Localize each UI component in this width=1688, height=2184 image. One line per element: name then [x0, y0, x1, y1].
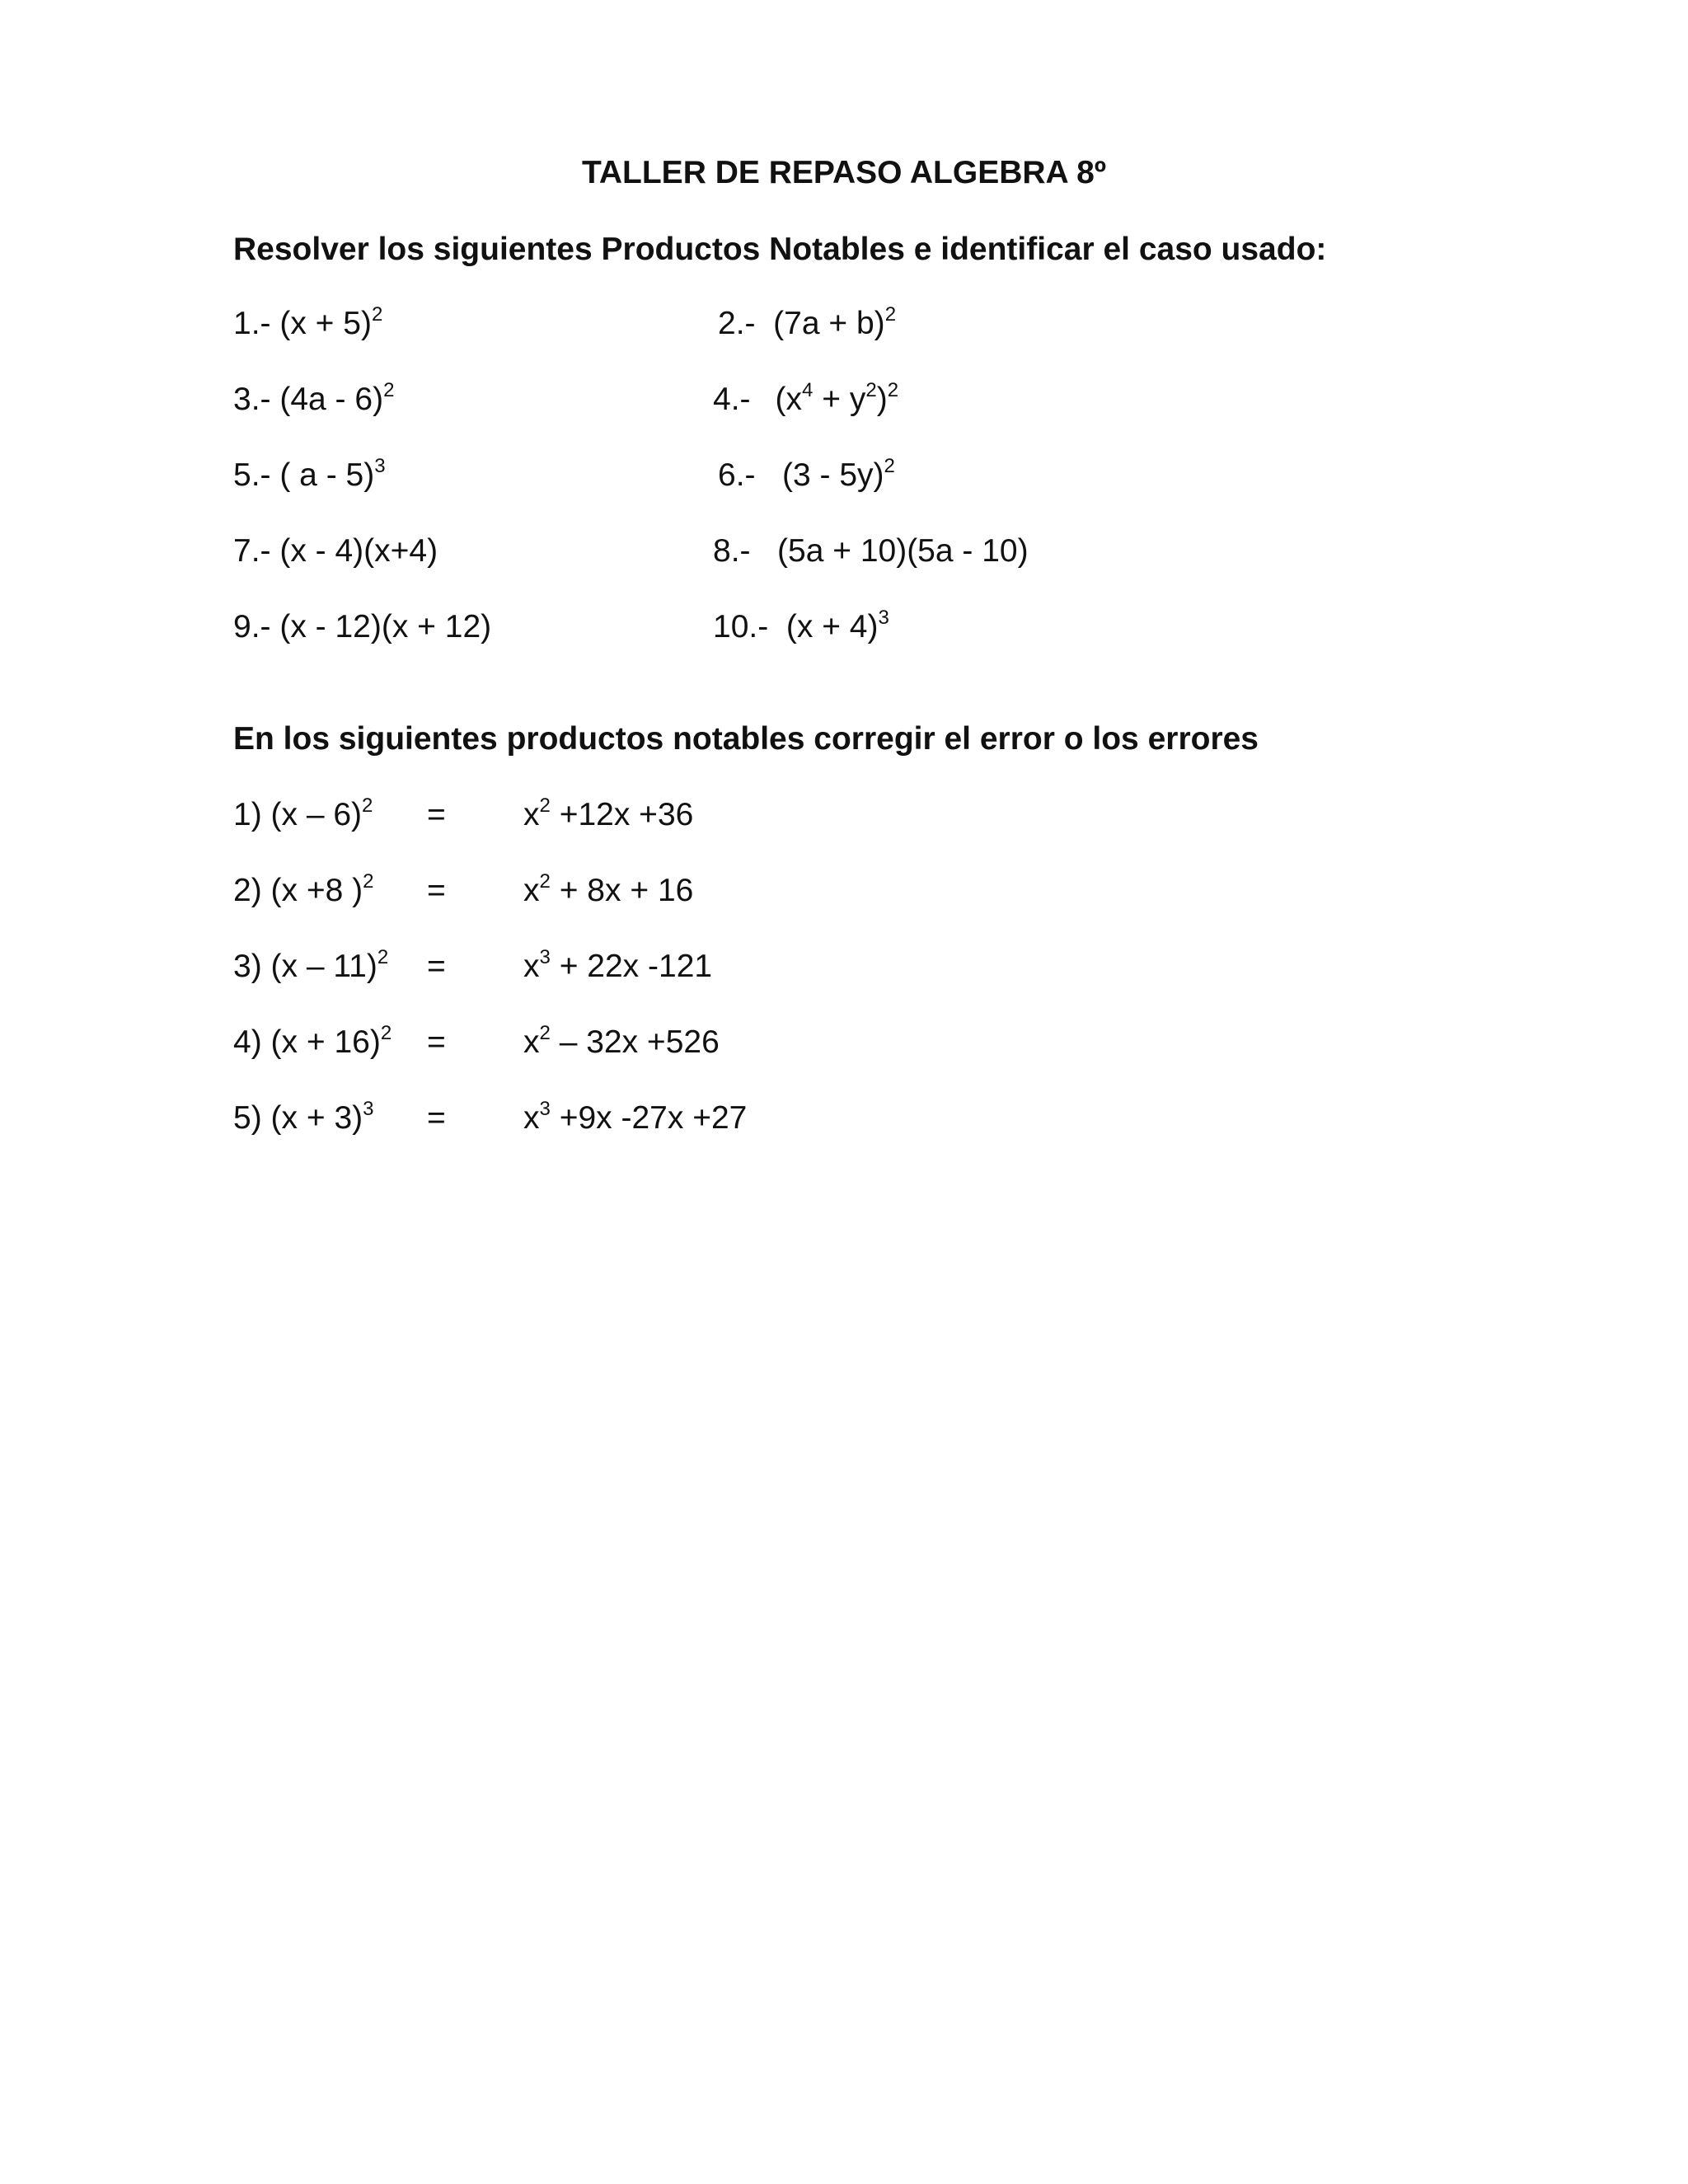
- correction-2-lhs: 2) (x +8 )$^2$: [233, 870, 374, 908]
- correction-4-equals: =: [427, 1024, 446, 1060]
- correction-2-equals: =: [427, 873, 446, 908]
- correction-1-equals: =: [427, 797, 446, 832]
- correction-5-lhs: 5) $(x + 3)^3$: [233, 1098, 374, 1136]
- page-title: TALLER DE REPASO ALGEBRA 8º: [581, 155, 1107, 190]
- exercise-3: 3.- (4a - 6)$^2$: [233, 379, 395, 417]
- correction-1-lhs: 1) (x – 6)$^2$: [233, 794, 373, 832]
- exercise-9: 9.- (x - 12)(x + 12): [233, 609, 492, 644]
- correction-5-rhs: $x^3 +9x$ -27x +27: [523, 1098, 748, 1136]
- correction-5-equals: =: [427, 1100, 446, 1136]
- section1-heading: Resolver los siguientes Productos Notables e identificar el caso usado:: [233, 232, 1327, 267]
- correction-4-lhs: 4) $(x + 16)^2$: [233, 1022, 392, 1060]
- exercise-7: 7.- (x - 4)(x+4): [233, 533, 438, 569]
- exercise-10: 10.- $(x + 4)^3$: [713, 607, 889, 644]
- correction-3-rhs: $x^3 + 22x$ -121: [523, 946, 713, 984]
- correction-4-rhs: $x^2 - 32x +526$: [523, 1022, 720, 1060]
- correction-2-rhs: $x^2 + 8x + 16$: [523, 870, 694, 908]
- section2-heading: En los siguientes productos notables corregir el error o los errores: [233, 721, 1259, 757]
- correction-1-rhs: $x^2 +12x +36$: [523, 794, 694, 832]
- exercise-5: 5.- ( a - 5)$^3$: [233, 455, 386, 493]
- exercise-4: 4.- $(x^4 + y^2)^2$: [713, 379, 899, 417]
- correction-3-equals: =: [427, 949, 446, 984]
- exercise-2: 2.- $(7a + b)^2$: [718, 303, 897, 341]
- exercise-6: 6.- (3 - 5y)$^2$: [718, 455, 895, 493]
- exercise-1: 1.- $(x + 5)^2$: [233, 303, 383, 341]
- exercise-8: 8.- (5a + 10)(5a - 10): [713, 533, 1029, 569]
- correction-3-lhs: 3) (x – 11)$^2$: [233, 946, 389, 984]
